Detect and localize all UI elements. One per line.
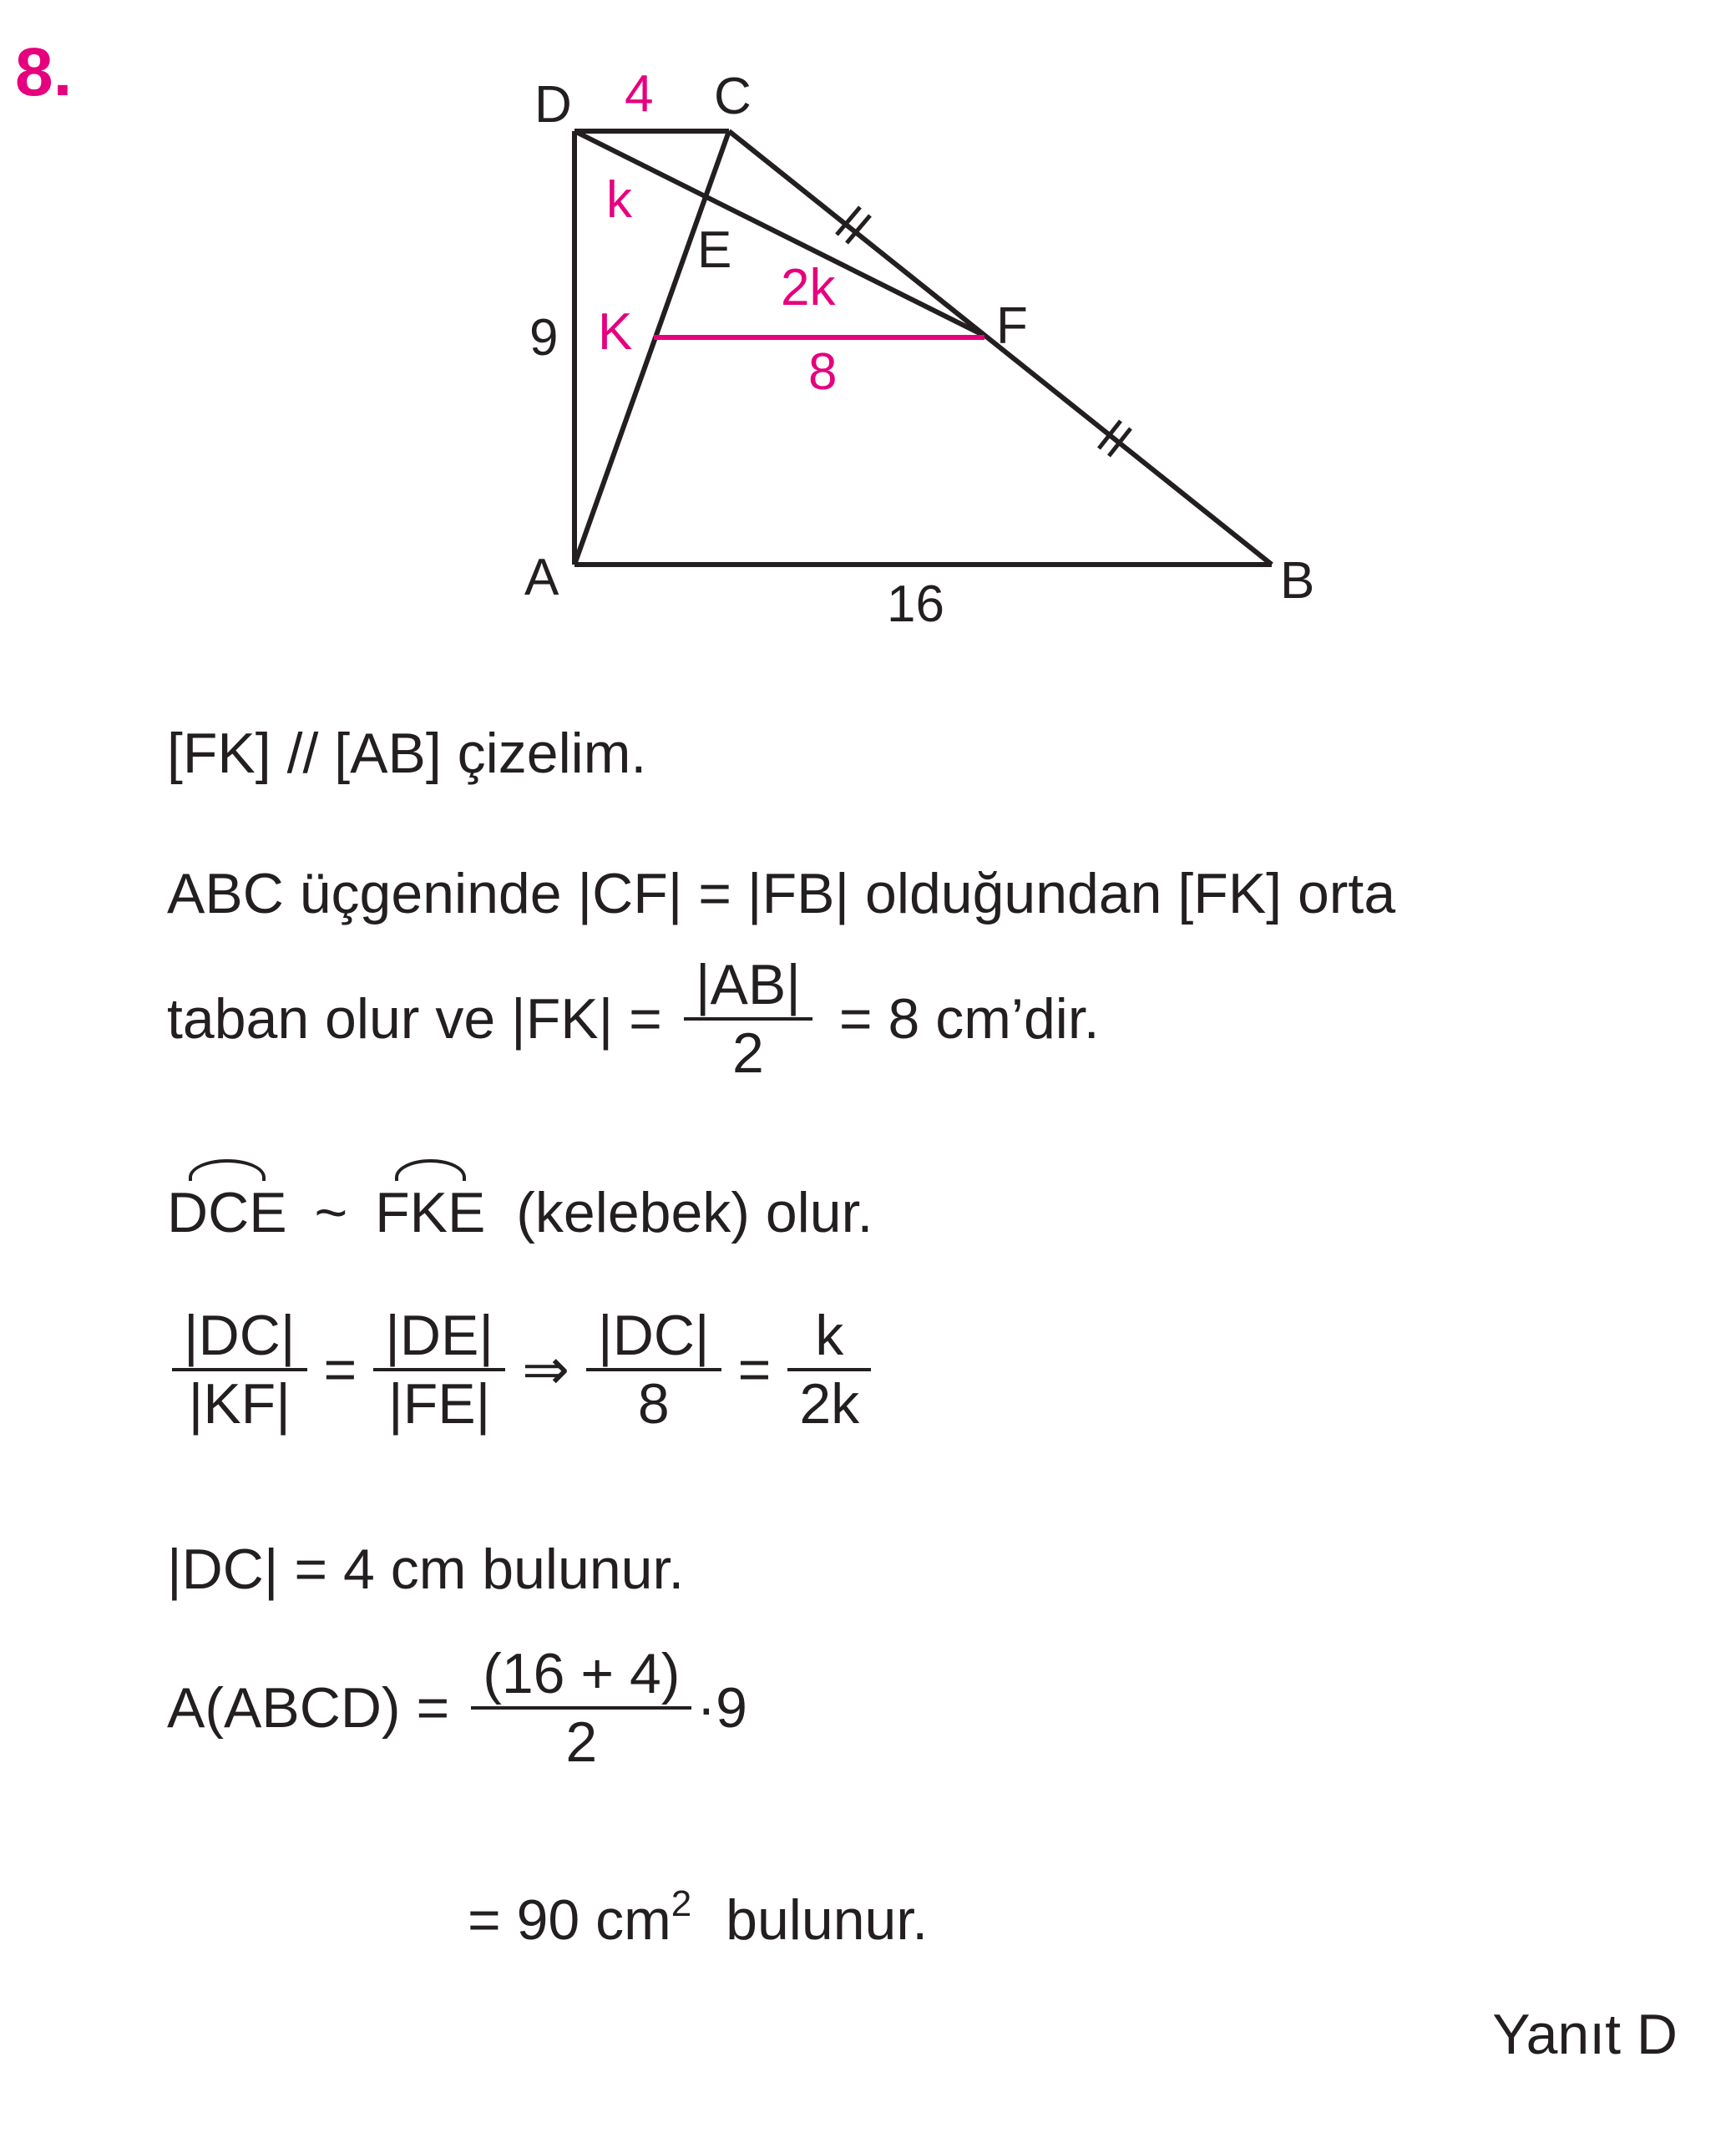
fraction-denominator: |FE| [388, 1372, 491, 1436]
solution-line-2: ABC üçgeninde |CF| = |FB| olduğundan [FK] orta [167, 862, 1396, 925]
solution-ratio-line [167, 1303, 876, 1436]
label-c: C [714, 68, 752, 125]
equals-sign: = [737, 1338, 772, 1402]
fraction-k-2k [787, 1303, 871, 1436]
area-suffix: ·9 [696, 1676, 747, 1740]
triangle-fke: FKE [375, 1181, 486, 1244]
answer-label: Yanıt D [1492, 2003, 1678, 2066]
result-prefix: = 90 cm [468, 1888, 671, 1952]
label-f: F [996, 297, 1028, 355]
label-b: B [1280, 552, 1315, 610]
result-exponent: 2 [671, 1883, 692, 1924]
length-ef: 2k [781, 259, 836, 317]
length-de: k [606, 171, 632, 229]
label-a: A [524, 549, 559, 606]
solution-line-4 [167, 1181, 873, 1244]
geometry-diagram [0, 0, 1736, 668]
fraction-numerator: |DE| [385, 1304, 494, 1367]
fraction-denominator: 2 [731, 1021, 764, 1086]
result-suffix: bulunur. [726, 1888, 929, 1952]
length-ab: 16 [887, 575, 944, 633]
implies-symbol: ⇒ [522, 1338, 570, 1402]
length-ad: 9 [529, 309, 559, 367]
solution-line-1: [FK] // [AB] çizelim. [167, 722, 647, 785]
fraction-numerator: |AB| [695, 953, 801, 1016]
line3-suffix: = 8 cm’dir. [838, 987, 1100, 1051]
solution-result-line [468, 1883, 929, 1952]
fraction-denominator: 2 [565, 1710, 598, 1775]
fraction-de-fe [373, 1303, 505, 1436]
fraction-numerator: |DC| [598, 1304, 710, 1367]
fraction-dc-kf [172, 1303, 307, 1436]
solution-line-3 [167, 952, 1100, 1086]
fraction-dc-8 [586, 1303, 721, 1436]
fraction-numerator: (16 + 4) [483, 1642, 681, 1705]
fraction-area [471, 1641, 691, 1775]
fraction-numerator: |DC| [184, 1304, 296, 1367]
fraction-denominator: 2k [799, 1372, 860, 1436]
area-prefix: A(ABCD) = [167, 1676, 450, 1740]
equals-sign: = [323, 1338, 357, 1402]
segment-df [574, 131, 984, 336]
length-kf: 8 [808, 343, 838, 401]
fraction-ab-over-2 [684, 952, 812, 1086]
fraction-denominator: |KF| [188, 1372, 291, 1436]
label-k: K [598, 303, 633, 361]
fraction-denominator: 8 [637, 1372, 670, 1436]
line3-prefix: taban olur ve |FK| = [167, 987, 662, 1051]
label-e: E [697, 221, 732, 279]
line4-rest: (kelebek) olur. [516, 1181, 873, 1244]
question-number: 8. [15, 34, 73, 110]
solution-area-line [167, 1641, 747, 1775]
triangle-dce: DCE [167, 1181, 287, 1244]
solution-line-6: |DC| = 4 cm bulunur. [167, 1538, 685, 1601]
label-d: D [534, 76, 572, 134]
similar-symbol: ~ [314, 1181, 348, 1244]
fraction-numerator: k [815, 1304, 844, 1367]
length-dc: 4 [625, 65, 654, 123]
